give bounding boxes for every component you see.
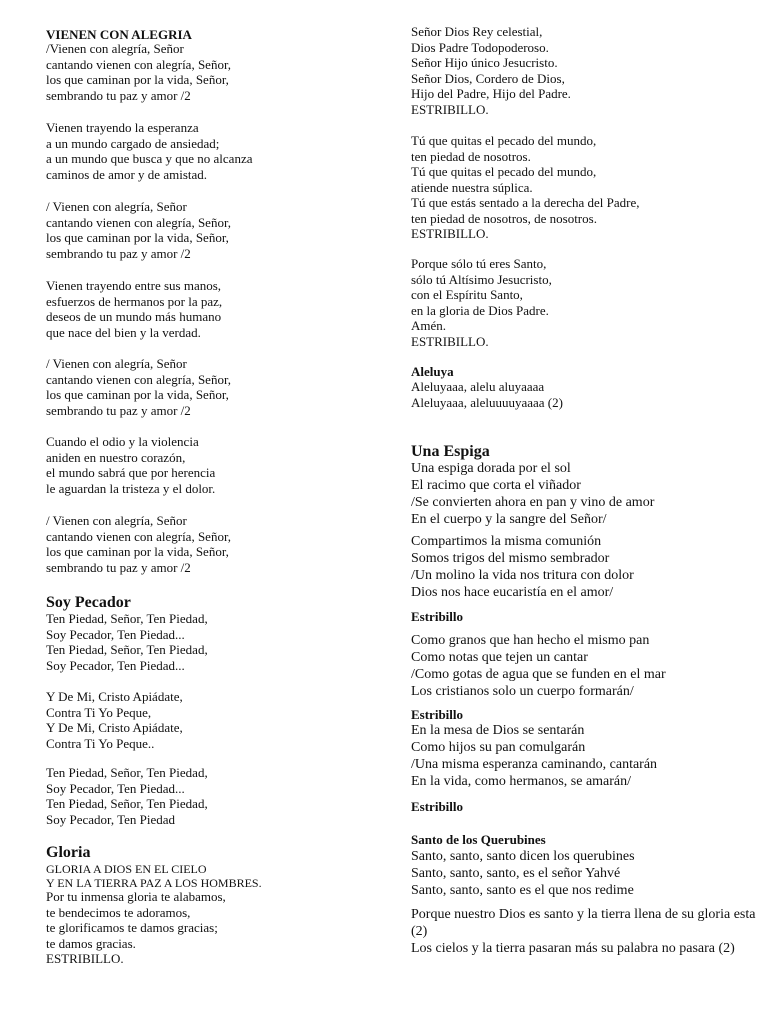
- lyric-line: Señor Dios, Cordero de Dios,: [411, 70, 565, 86]
- lyric-line: Contra Ti Yo Peque..: [46, 735, 155, 751]
- lyric-line: Ten Piedad, Señor, Ten Piedad,: [46, 642, 208, 657]
- stanza: [411, 460, 654, 528]
- lyric-line: Compartimos la misma comunión: [411, 534, 602, 549]
- lyric-line: Tú que estás sentado a la derecha del Padre,: [411, 195, 640, 210]
- stanza: [46, 434, 215, 496]
- lyric-line: sembrando tu paz y amor /2: [46, 402, 191, 418]
- lyric-line: Como notas que tejen un cantar: [411, 650, 588, 665]
- lyric-line: sembrando tu paz y amor /2: [46, 245, 191, 261]
- lyric-line: /Como gotas de agua que se funden en el mar: [411, 667, 666, 682]
- stanza: [46, 356, 231, 418]
- stanza: [411, 533, 634, 601]
- lyric-line: Contra Ti Yo Peque,: [46, 704, 152, 720]
- lyric-line: sólo tú Altísimo Jesucristo,: [411, 271, 552, 287]
- lyric-line: Somos trigos del mismo sembrador: [411, 551, 610, 566]
- paragraph: Los cielos y la tierra pasaran más su palabra no pasara (2): [411, 941, 735, 956]
- lyric-line: En la mesa de Dios se sentarán: [411, 723, 585, 738]
- stanza: [411, 722, 657, 790]
- song-title-soy-pecador: Soy Pecador: [46, 594, 131, 611]
- lyric-line: Y De Mi, Cristo Apiádate,: [46, 720, 183, 735]
- lyric-line: Soy Pecador, Ten Piedad...: [46, 626, 185, 642]
- lyric-line: Por tu inmensa gloria te alabamos,: [46, 889, 226, 904]
- estribillo-label: Estribillo: [411, 707, 464, 722]
- lyric-line: Ten Piedad, Señor, Ten Piedad,: [46, 796, 208, 811]
- song-title-aleluya: Aleluya: [411, 364, 454, 379]
- lyric-line: Santo, santo, santo es el que nos redime: [411, 883, 634, 898]
- lyric-line: los que caminan por la vida, Señor,: [46, 387, 229, 402]
- lyric-line: Una espiga dorada por el sol: [411, 461, 571, 476]
- lyric-line: deseos de un mundo más humano: [46, 309, 222, 324]
- estribillo-label: Estribillo: [411, 799, 464, 814]
- lyric-line: Tú que quitas el pecado del mundo,: [411, 164, 597, 179]
- song-title-vienen: VIENEN CON ALEGRIA: [46, 27, 192, 42]
- lyric-line: Vienen trayendo entre sus manos,: [46, 278, 222, 293]
- paragraph: Porque nuestro Dios es santo y la tierra llena de su gloria esta (2): [411, 907, 756, 939]
- lyric-line: sembrando tu paz y amor /2: [46, 87, 191, 103]
- lyric-line: los que caminan por la vida, Señor,: [46, 72, 229, 87]
- lyric-line: En la vida, como hermanos, se amarán/: [411, 774, 632, 789]
- lyric-line: Porque sólo tú eres Santo,: [411, 256, 547, 271]
- stanza: [46, 889, 226, 967]
- lyric-line: a un mundo que busca y que no alcanza: [46, 151, 253, 166]
- estribillo-label: Estribillo: [411, 609, 464, 624]
- lyric-line: ESTRIBILLO.: [411, 101, 489, 117]
- lyric-line: los que caminan por la vida, Señor,: [46, 230, 229, 245]
- stanza-caps: [46, 862, 262, 890]
- lyric-line: Aleluyaaa, aleluuuuyaaaa (2): [411, 394, 563, 410]
- stanza: [46, 611, 208, 673]
- stanza: [46, 120, 252, 182]
- lyric-line: El racimo que corta el viñador: [411, 478, 581, 493]
- lyric-line: Y EN LA TIERRA PAZ A LOS HOMBRES.: [46, 876, 262, 890]
- lyric-line: /Una misma esperanza caminando, cantarán: [411, 757, 658, 772]
- stanza: [411, 256, 552, 349]
- lyric-line: ten piedad de nosotros.: [411, 148, 531, 164]
- lyric-line: /Un molino la vida nos tritura con dolor: [411, 568, 634, 583]
- lyric-line: el mundo sabrá que por herencia: [46, 465, 216, 480]
- stanza: [46, 41, 231, 103]
- song-title-santo: Santo de los Querubines: [411, 832, 546, 847]
- lyric-line: Los cristianos solo un cuerpo formarán/: [411, 684, 634, 699]
- lyric-line: Señor Dios Rey celestial,: [411, 24, 543, 39]
- lyric-line: Como hijos su pan comulgarán: [411, 740, 586, 755]
- lyric-line: / Vienen con alegría, Señor: [46, 513, 187, 528]
- lyric-line: cantando vienen con alegría, Señor,: [46, 528, 232, 544]
- lyric-line: ESTRIBILLO.: [411, 226, 489, 241]
- stanza: [411, 848, 635, 899]
- lyric-line: los que caminan por la vida, Señor,: [46, 544, 229, 559]
- lyric-line: /Vienen con alegría, Señor: [46, 41, 184, 56]
- lyric-line: cantando vienen con alegría, Señor,: [46, 214, 232, 230]
- lyric-line: caminos de amor y de amistad.: [46, 166, 208, 182]
- lyric-line: Santo, santo, santo, es el señor Yahvé: [411, 866, 621, 881]
- stanza: [46, 199, 231, 261]
- lyric-line: le aguardan la tristeza y el dolor.: [46, 480, 216, 496]
- song-title-una-espiga: Una Espiga: [411, 443, 490, 460]
- lyric-line: con el Espíritu Santo,: [411, 287, 523, 302]
- lyric-line: Tú que quitas el pecado del mundo,: [411, 133, 597, 148]
- lyric-line: cantando vienen con alegría, Señor,: [46, 371, 232, 387]
- lyric-line: Señor Hijo único Jesucristo.: [411, 55, 558, 70]
- lyric-line: que nace del bien y la verdad.: [46, 324, 201, 340]
- lyric-line: Ten Piedad, Señor, Ten Piedad,: [46, 611, 208, 626]
- stanza: [46, 689, 183, 751]
- lyric-line: Cuando el odio y la violencia: [46, 434, 199, 449]
- lyric-line: Como granos que han hecho el mismo pan: [411, 633, 650, 648]
- lyric-line: Soy Pecador, Ten Piedad...: [46, 657, 185, 673]
- lyric-line: Soy Pecador, Ten Piedad: [46, 811, 176, 827]
- stanza: [411, 379, 563, 410]
- lyric-line: /Se convierten ahora en pan y vino de amor: [411, 495, 655, 510]
- stanza: [46, 513, 231, 575]
- lyric-line: te bendecimos te adoramos,: [46, 904, 191, 920]
- lyric-line: aniden en nuestro corazón,: [46, 449, 186, 465]
- lyric-line: atiende nuestra súplica.: [411, 179, 533, 195]
- lyric-line: Vienen trayendo la esperanza: [46, 120, 199, 135]
- lyric-line: te damos gracias.: [46, 935, 136, 951]
- lyric-line: Dios Padre Todopoderoso.: [411, 39, 549, 55]
- lyric-line: ESTRIBILLO.: [46, 951, 124, 966]
- stanza: [411, 632, 666, 700]
- stanza: [46, 278, 222, 340]
- song-title-gloria: Gloria: [46, 844, 91, 861]
- lyric-line: GLORIA A DIOS EN EL CIELO: [46, 862, 207, 876]
- lyric-line: Dios nos hace eucaristía en el amor/: [411, 585, 614, 600]
- lyric-line: te glorificamos te damos gracias;: [46, 920, 218, 935]
- lyric-line: Y De Mi, Cristo Apiádate,: [46, 689, 183, 704]
- stanza: [411, 133, 639, 242]
- lyric-line: Santo, santo, santo dicen los querubines: [411, 849, 635, 864]
- lyric-line: en la gloria de Dios Padre.: [411, 302, 549, 318]
- stanza: [411, 24, 571, 117]
- lyric-line: ten piedad de nosotros, de nosotros.: [411, 210, 597, 226]
- lyric-line: ESTRIBILLO.: [411, 333, 489, 349]
- lyric-line: cantando vienen con alegría, Señor,: [46, 56, 232, 72]
- lyric-line: Ten Piedad, Señor, Ten Piedad,: [46, 765, 208, 780]
- lyric-line: esfuerzos de hermanos por la paz,: [46, 293, 223, 309]
- lyric-line: / Vienen con alegría, Señor: [46, 199, 187, 214]
- lyric-line: a un mundo cargado de ansiedad;: [46, 135, 220, 151]
- lyric-line: Hijo del Padre, Hijo del Padre.: [411, 86, 571, 101]
- lyric-line: Amén.: [411, 318, 447, 333]
- stanza: [46, 765, 208, 827]
- lyric-line: sembrando tu paz y amor /2: [46, 559, 191, 575]
- lyric-line: Aleluyaaa, alelu aluyaaaa: [411, 379, 545, 394]
- lyric-line: En el cuerpo y la sangre del Señor/: [411, 512, 607, 527]
- lyric-line: / Vienen con alegría, Señor: [46, 356, 187, 371]
- lyric-line: Soy Pecador, Ten Piedad...: [46, 780, 185, 796]
